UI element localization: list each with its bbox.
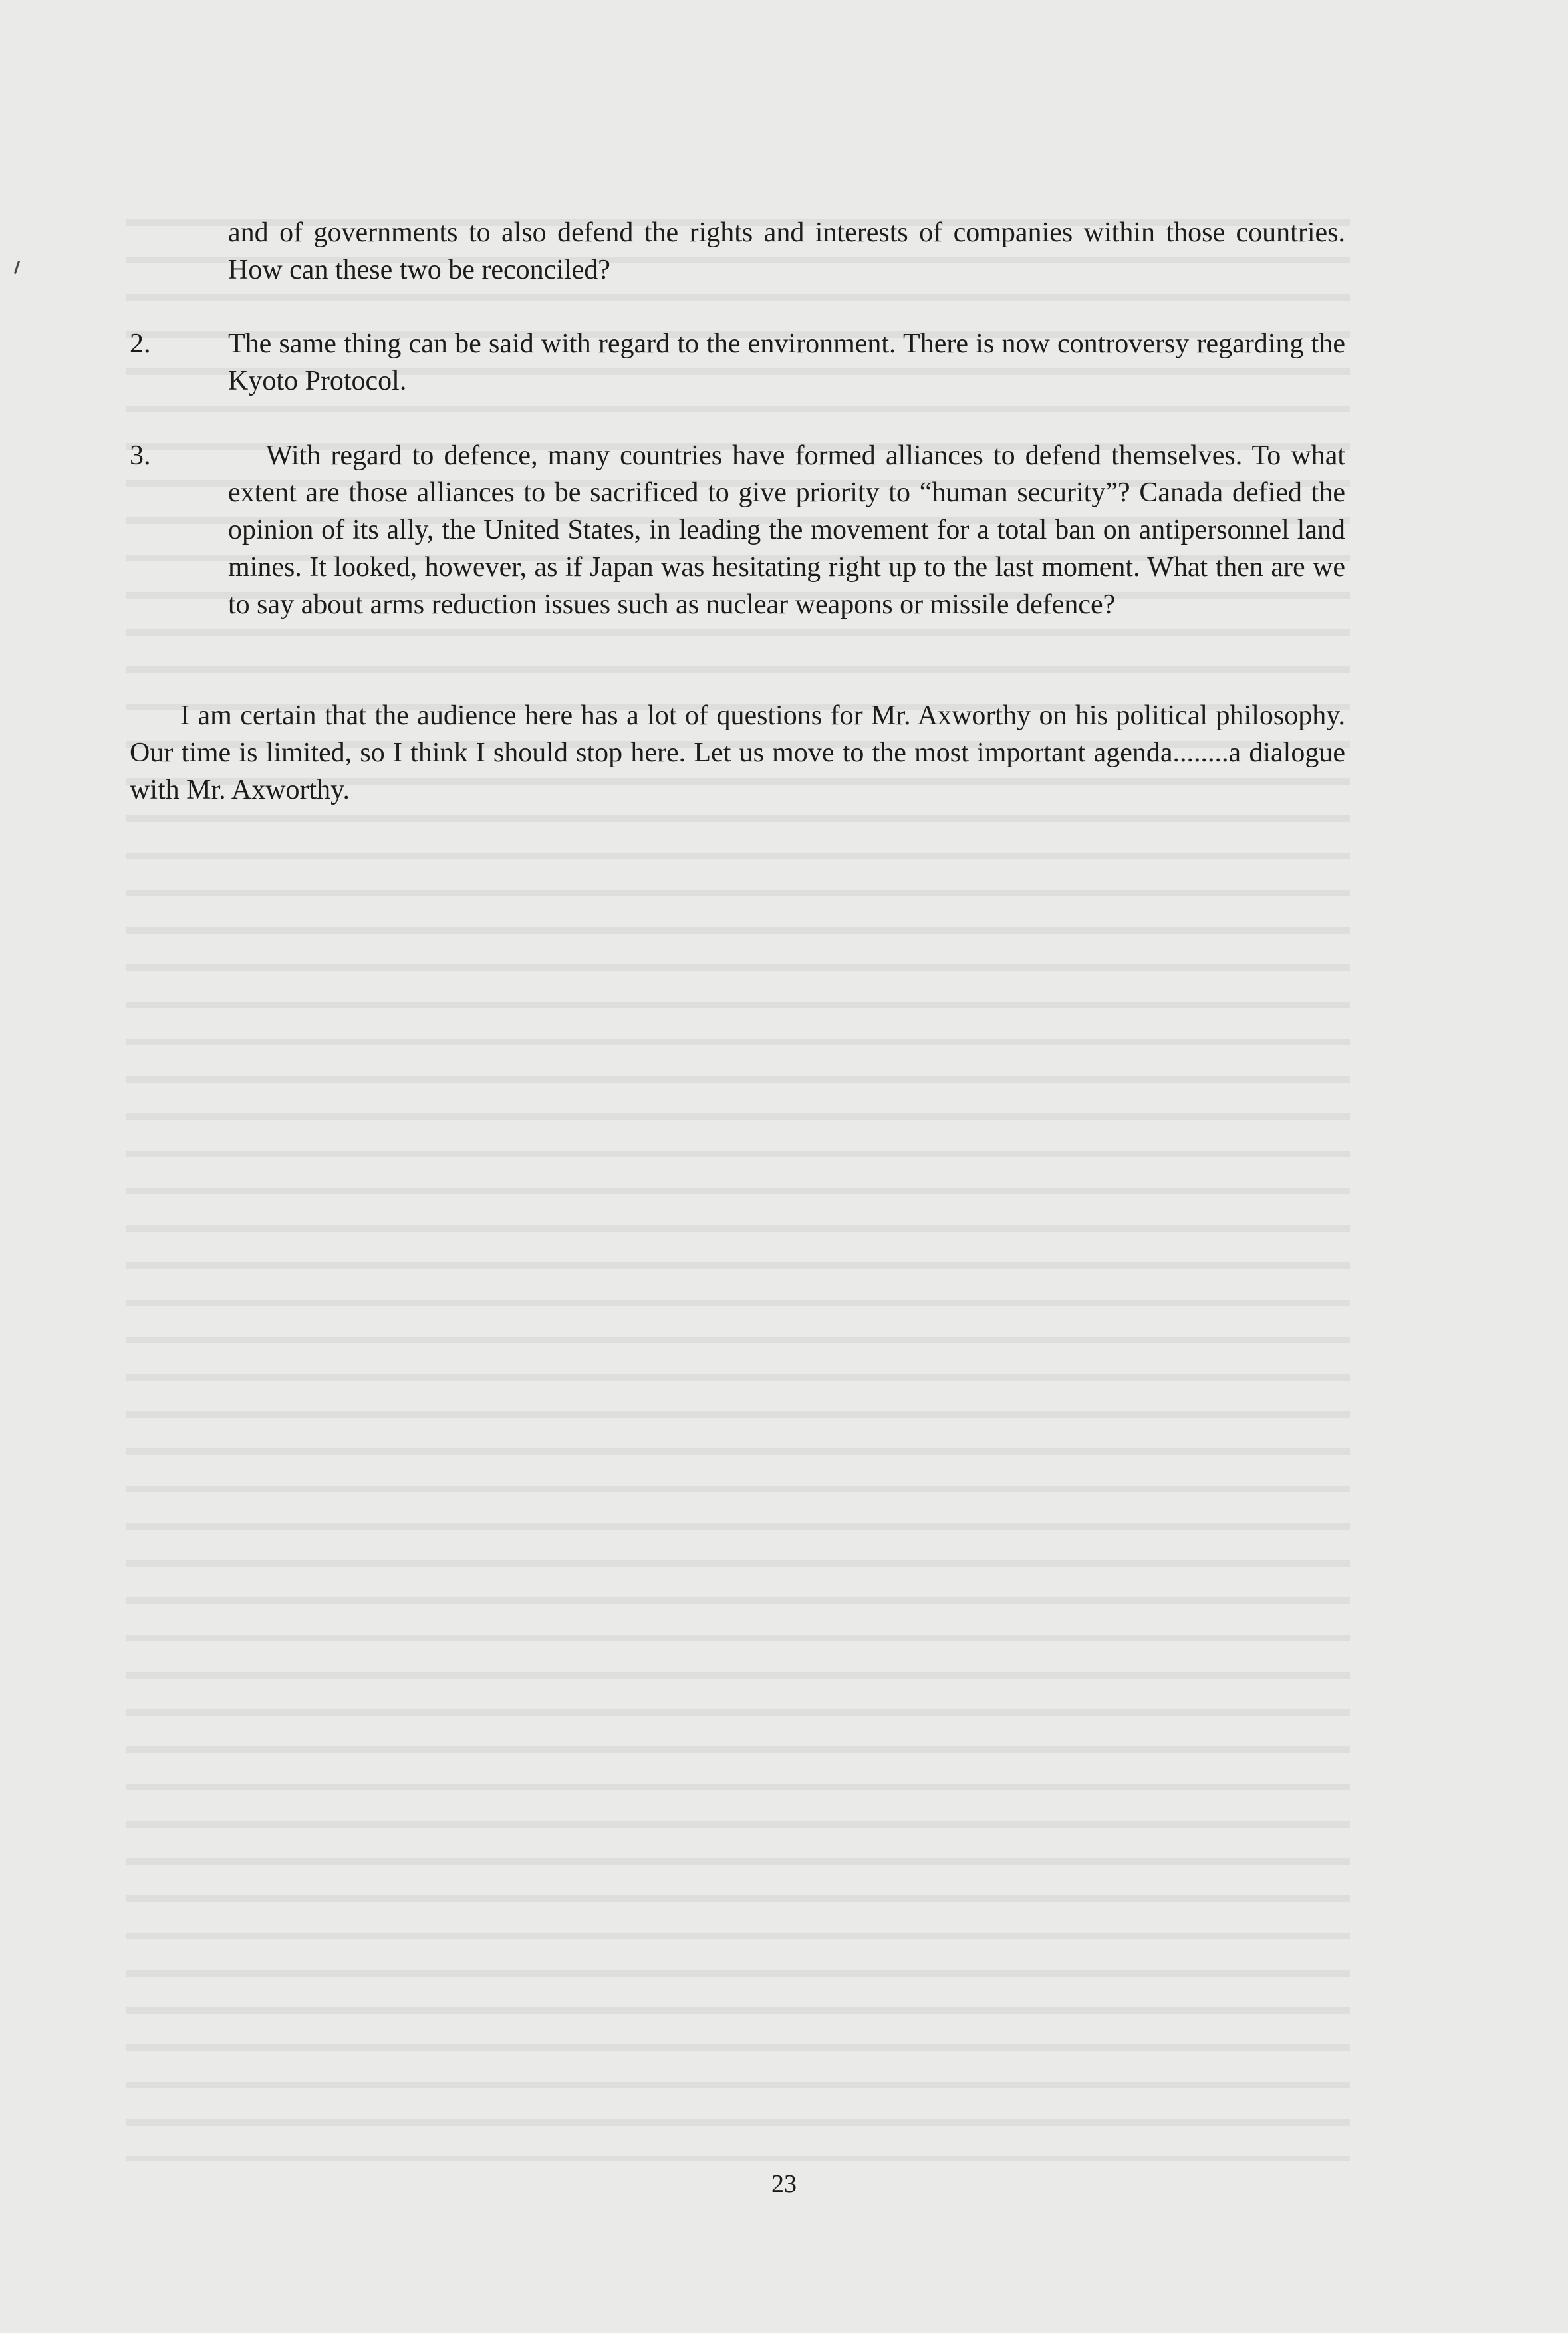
item-number: 2.: [130, 329, 151, 359]
page-number: 23: [771, 2170, 797, 2198]
item-text: With regard to defence, many countries have formed alliances to defend themselves. To what extent are those alliances to be sacrificed to give priority to “human security”? Canada defied the opinion of its ally, the United States, in leading the movement for a total ban on antipersonnel land mines. It looked, however, as if Japan was hesitating right up to the last moment. What then are we to say about arms reduction issues such as nuclear weapons or missile defence?: [228, 440, 1345, 620]
item-text: The same thing can be said with regard to the environment. There is now controversy regarding the Kyoto Protocol.: [228, 329, 1345, 396]
continuation-paragraph: [228, 214, 1345, 289]
closing-text: I am certain that the audience here has a lot of questions for Mr. Axworthy on his political philosophy. Our time is limited, so I think I should stop here. Let us move to the most important agenda........a dialogue with Mr. Axworthy.: [130, 700, 1345, 805]
item-number: 3.: [130, 440, 151, 471]
closing-paragraph: [130, 697, 1345, 809]
margin-mark: [14, 261, 20, 274]
continuation-text: and of governments to also defend the rights and interests of companies within those countries. How can these two be reconciled?: [228, 217, 1345, 285]
